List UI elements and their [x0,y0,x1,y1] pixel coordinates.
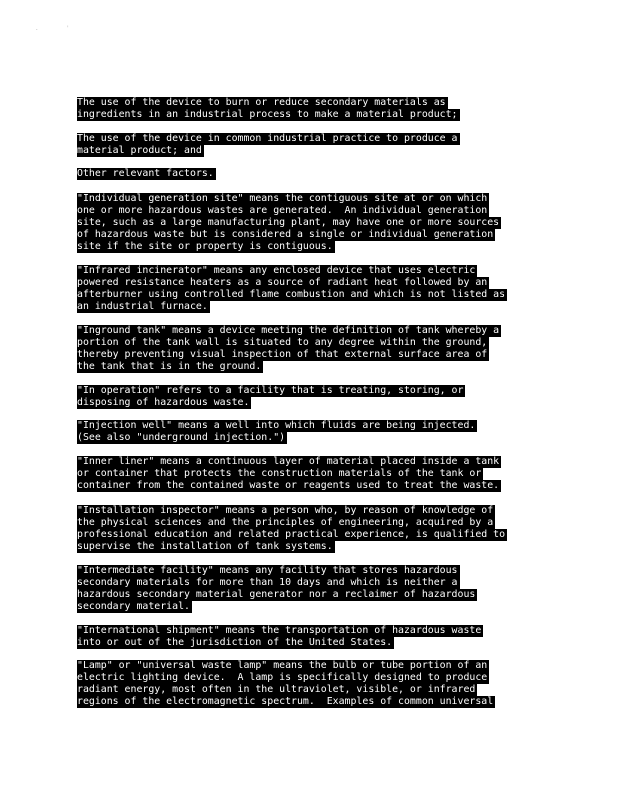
text-line: the tank that is in the ground. [77,361,262,372]
text-line: powered resistance heaters as a source of radiant heat followed by an [77,277,488,288]
text-line: The use of the device in common industrial practice to produce a [77,133,458,144]
text-line: thereby preventing visual inspection of that external surface area of [77,349,488,360]
text-line: "Individual generation site" means the contiguous site at or on which [77,193,488,204]
text-line: The use of the device to burn or reduce secondary materials as [77,97,446,108]
definition-installation-inspector [77,505,507,553]
definition-individual-generation-site [77,193,501,253]
definition-infrared-incinerator [77,265,507,313]
definition-international-shipment [77,625,483,649]
text-line: hazardous secondary material generator nor a reclaimer of hazardous [77,589,476,600]
text-line: radiant energy, most often in the ultraviolet, visible, or infrared [77,684,476,695]
text-line: Other relevant factors. [77,168,214,179]
paragraph-device-common-practice [77,133,460,157]
text-line: "Injection well" means a well into which fluids are being injected. [77,420,476,431]
text-line: afterburner using controlled flame combustion and which is not listed as [77,289,506,300]
paragraph-other-relevant-factors [77,168,216,180]
text-line: "Intermediate facility" means any facility that stores hazardous [77,565,458,576]
text-line: "Lamp" or "universal waste lamp" means the bulb or tube portion of an [77,660,488,671]
scan-mark: . [35,25,39,32]
text-line: professional education and related practical experience, is qualified to [77,529,506,540]
text-line: or container that protects the construction materials of the tank or [77,468,482,479]
text-line: the physical sciences and the principles of engineering, acquired by a [77,517,494,528]
text-line: secondary material. [77,601,190,612]
text-line: "Inground tank" means a device meeting the definition of tank whereby a [77,325,500,336]
definition-in-operation [77,385,465,409]
paragraph-device-burn-secondary-materials [77,97,460,121]
text-line: of hazardous waste but is considered a single or individual generation [77,229,494,240]
text-line: "Inner liner" means a continuous layer of material placed inside a tank [77,456,500,467]
definition-intermediate-facility [77,565,477,613]
text-line: secondary materials for more than 10 days and which is neither a [77,577,458,588]
text-line: (See also "underground injection.") [77,432,286,443]
text-line: electric lighting device. A lamp is specifically designed to produce [77,672,488,683]
text-line: "Infrared incinerator" means any enclosed device that uses electric [77,265,476,276]
text-line: "In operation" refers to a facility that is treating, storing, or [77,385,464,396]
text-line: site if the site or property is contiguous. [77,241,333,252]
definition-lamp [77,660,495,708]
text-line: one or more hazardous wastes are generated. An individual generation [77,205,488,216]
text-line: an industrial furnace. [77,301,208,312]
text-line: portion of the tank wall is situated to any degree within the ground, [77,337,488,348]
text-line: "Installation inspector" means a person who, by reason of knowledge of [77,505,494,516]
text-line: ingredients in an industrial process to make a material product; [77,109,458,120]
text-line: into or out of the jurisdiction of the United States. [77,637,393,648]
scan-mark: ' [66,25,70,32]
text-line: material product; and [77,145,202,156]
text-line: "International shipment" means the transportation of hazardous waste [77,625,482,636]
definition-inground-tank [77,325,501,373]
definition-inner-liner [77,456,501,492]
text-line: disposing of hazardous waste. [77,397,250,408]
text-line: site, such as a large manufacturing plant, may have one or more sources [77,217,500,228]
text-line: regions of the electromagnetic spectrum. Examples of common universal [77,696,494,707]
definition-injection-well [77,420,477,444]
text-line: container from the contained waste or reagents used to treat the waste. [77,480,500,491]
text-line: supervise the installation of tank systems. [77,541,333,552]
